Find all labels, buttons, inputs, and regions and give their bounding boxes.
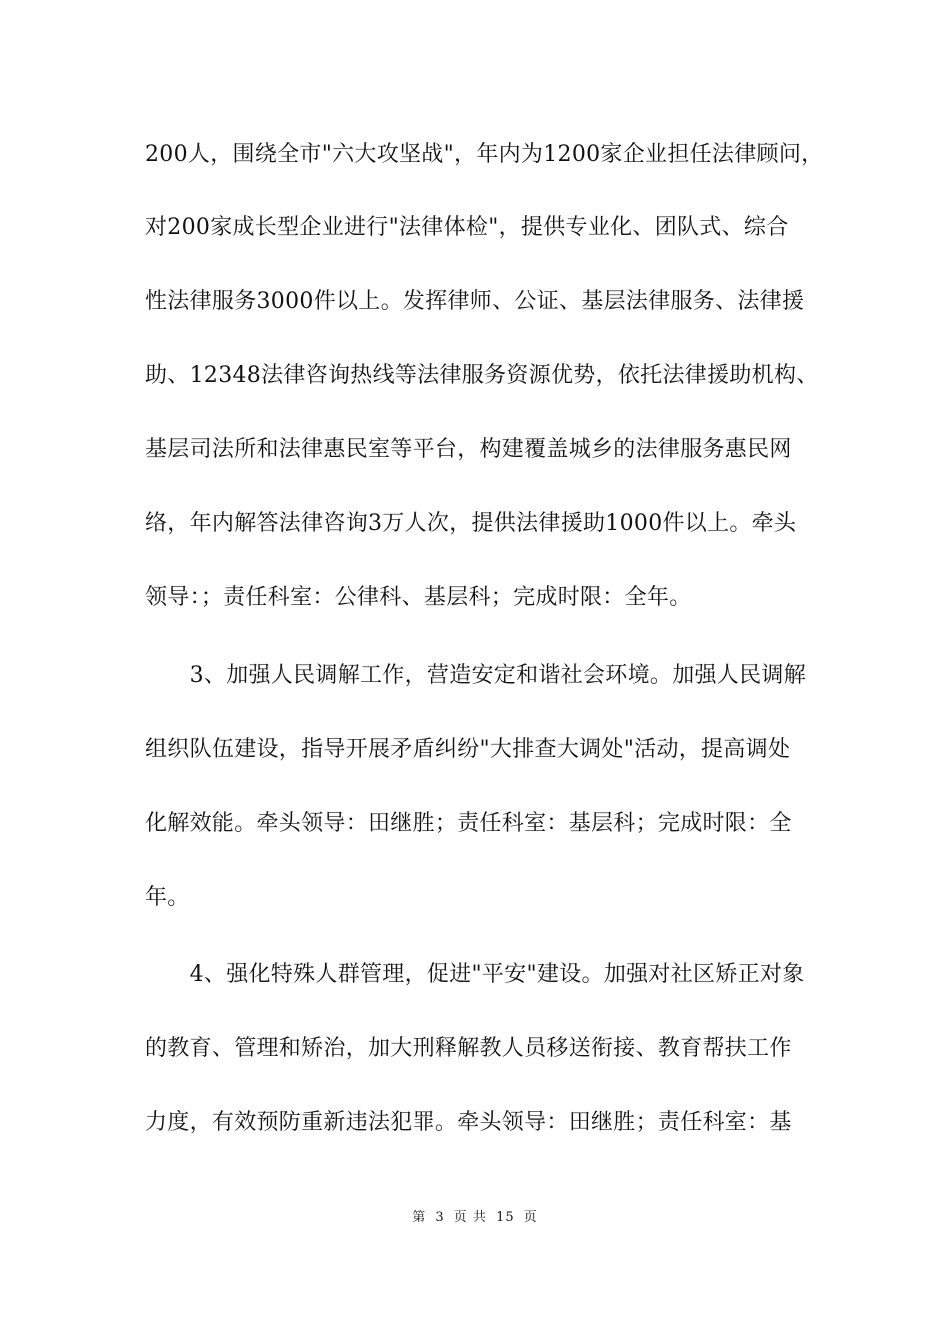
text-line: 对200家成长型企业进行"法律体检"，提供专业化、团队式、综合	[145, 215, 789, 240]
page-footer	[0, 1209, 950, 1227]
footer-middle: 页 共	[453, 1210, 487, 1225]
text-line: 的教育、管理和矫治，加大刑释解教人员移送衔接、教育帮扶工作	[145, 1036, 792, 1061]
footer-suffix: 页	[523, 1210, 538, 1225]
text-line: 200人，围绕全市"六大攻坚战"，年内为1200家企业担任法律顾问，	[145, 142, 824, 167]
text-line: 化解效能。牵头领导：田继胜；责任科室：基层科；完成时限：全	[145, 811, 792, 836]
text-line: 络，年内解答法律咨询3万人次，提供法律援助1000件以上。牵头	[145, 511, 797, 536]
text-line: 基层司法所和法律惠民室等平台，构建覆盖城乡的法律服务惠民网	[145, 437, 792, 462]
text-line: 组织队伍建设，指导开展矛盾纠纷"大排查大调处"活动，提高调处	[145, 737, 791, 762]
footer-current-page: 3	[435, 1210, 445, 1225]
text-line: 性法律服务3000件以上。发挥律师、公证、基层法律服务、法律援	[145, 289, 805, 314]
footer-total-pages: 15	[496, 1210, 515, 1225]
footer-prefix: 第	[412, 1210, 427, 1225]
text-line: 年。	[145, 885, 190, 910]
text-line: 领导：；责任科室：公律科、基层科；完成时限：全年。	[145, 585, 692, 610]
text-line: 力度，有效预防重新违法犯罪。牵头领导：田继胜；责任科室：基	[145, 1110, 792, 1135]
text-line: 4、强化特殊人群管理，促进"平安"建设。加强对社区矫正对象	[145, 962, 805, 987]
text-line: 助、12348法律咨询热线等法律服务资源优势，依托法律援助机构、	[145, 363, 819, 388]
text-line: 3、加强人民调解工作，营造安定和谐社会环境。加强人民调解	[145, 663, 806, 688]
